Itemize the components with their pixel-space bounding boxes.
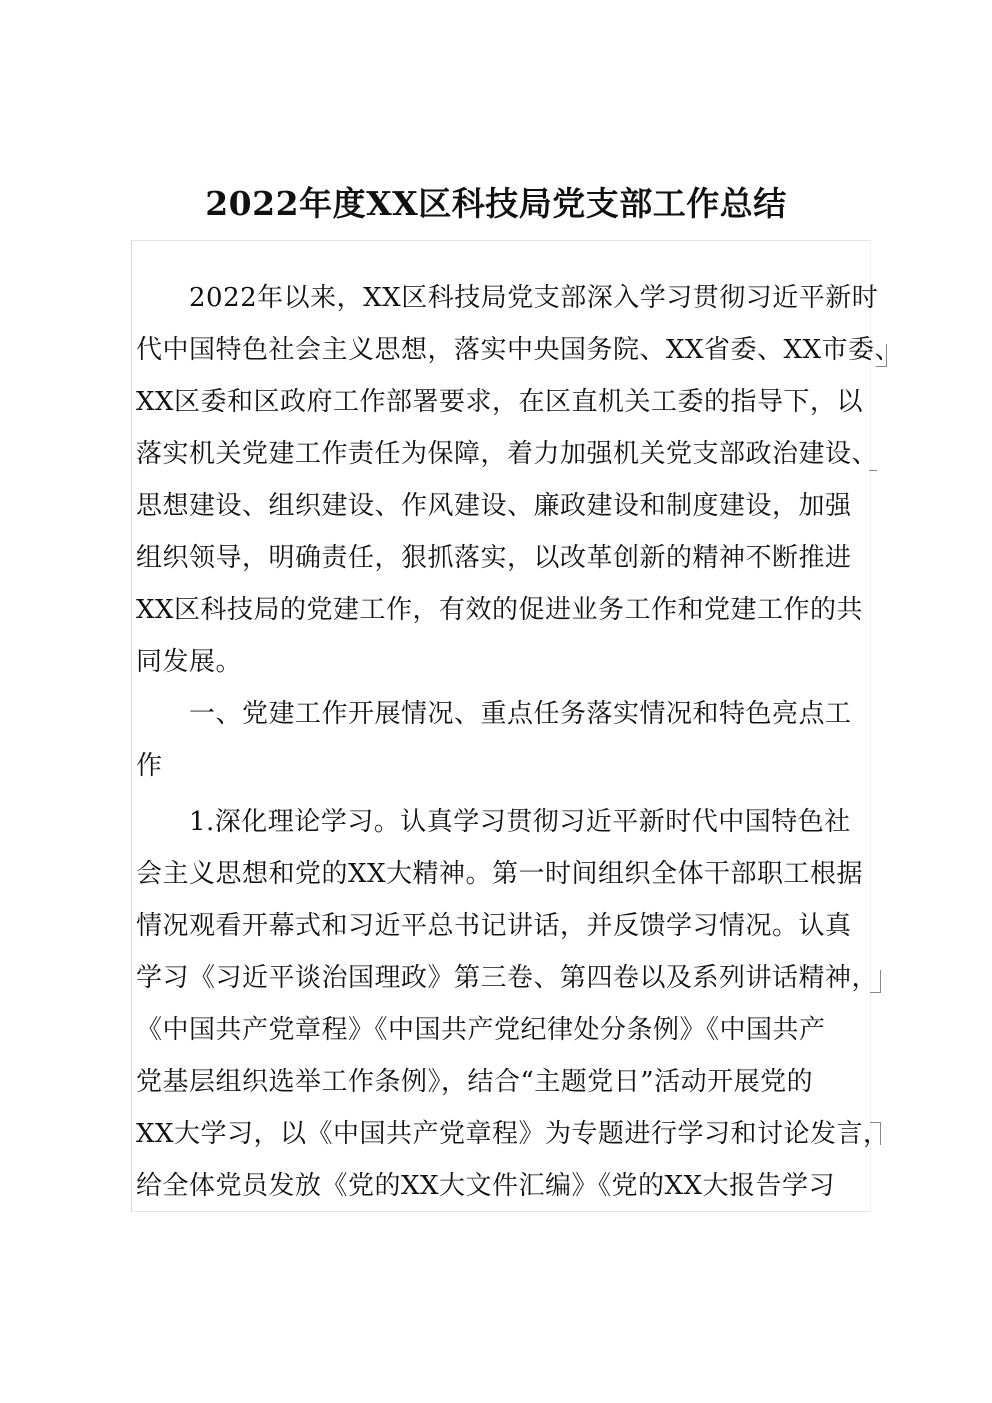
body-line: 党基层组织选举工作条例》，结合“主题党日”活动开展党的 (136, 1067, 814, 1097)
body-line: 情况观看开幕式和习近平总书记讲话，并反馈学习情况。认真 (136, 911, 852, 941)
body-line: 同发展。 (136, 647, 243, 677)
body-line: 2022年以来，XX区科技局党支部深入学习贯彻习近平新时 (136, 283, 879, 313)
body-line: 思想建设、组织建设、作风建设、廉政建设和制度建设，加强 (136, 491, 852, 521)
document-title: 2022年度XX区科技局党支部工作总结 (205, 184, 787, 223)
section-heading-line: 作 (136, 751, 163, 781)
line-end-mark (869, 448, 877, 471)
body-line: 给全体党员发放《党的XX大文件汇编》《党的XX大报告学习 (136, 1171, 836, 1201)
section-heading-line: 一、党建工作开展情况、重点任务落实情况和特色亮点工 (136, 699, 852, 729)
line-end-mark (870, 1122, 881, 1145)
line-end-mark (870, 970, 881, 993)
body-line: 《中国共产党章程》《中国共产党纪律处分条例》《中国共产 (136, 1015, 826, 1045)
body-line: 组织领导，明确责任，狠抓落实，以改革创新的精神不断推进 (136, 543, 852, 573)
body-line: 学习《习近平谈治国理政》第三卷、第四卷以及系列讲话精神， (136, 963, 879, 993)
body-line: 落实机关党建工作责任为保障，着力加强机关党支部政治建设、 (136, 439, 879, 469)
body-line: XX区科技局的党建工作，有效的促进业务工作和党建工作的共 (136, 595, 864, 625)
body-line: 会主义思想和党的XX大精神。第一时间组织全体干部职工根据 (136, 859, 864, 889)
line-end-mark (876, 344, 887, 367)
body-line: 代中国特色社会主义思想，落实中央国务院、XX省委、XX市委、 (136, 335, 902, 365)
body-line: XX大学习，以《中国共产党章程》为专题进行学习和讨论发言， (136, 1119, 890, 1149)
body-line: XX区委和区政府工作部署要求，在区直机关工委的指导下，以 (136, 387, 864, 417)
body-line: 1.深化理论学习。认真学习贯彻习近平新时代中国特色社 (136, 807, 851, 837)
